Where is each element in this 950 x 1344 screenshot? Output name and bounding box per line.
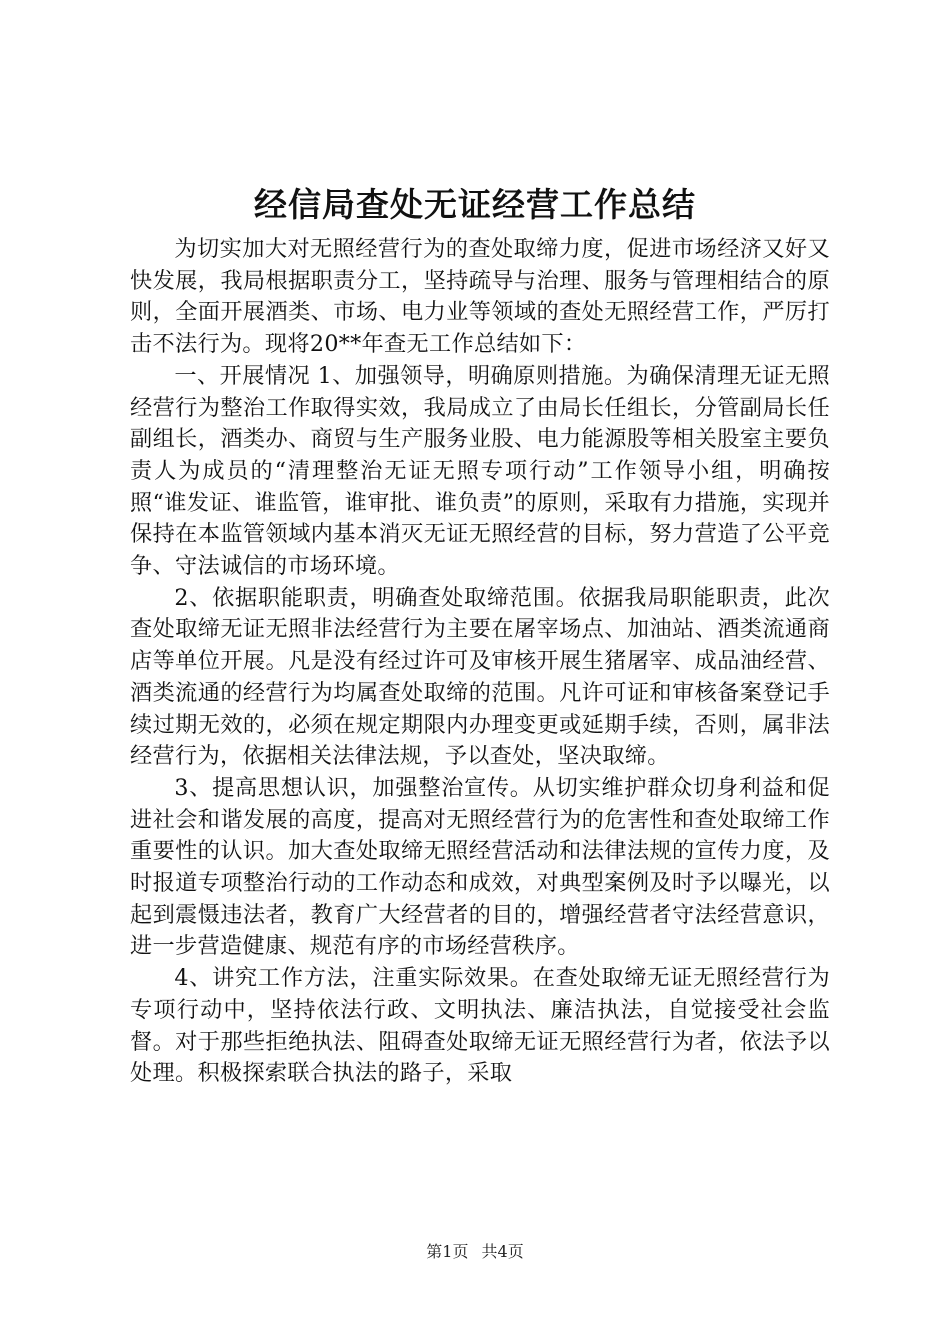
document-title: 经信局查处无证经营工作总结 [254,185,696,224]
paragraph-section-2: 2、依据职能职责，明确查处取缔范围。依据我局职能职责，此次查处取缔无证无照非法经营行为主要在屠宰场点、加油站、酒类流通商店等单位开展。凡是没有经过许可及审核开展生猪屠宰、成品油经营、酒类流通的经营行为均属查处取缔的范围。凡许可证和审核备案登记手续过期无效的，必须在规定期限内办理变更或延期手续，否则，属非法经营行为，依据相关法律法规，予以查处，坚决取缔。 [130,584,830,770]
paragraph-section-4: 4、讲究工作方法，注重实际效果。在查处取缔无证无照经营行为专项行动中，坚持依法行政、文明执法、廉洁执法，自觉接受社会监督。对于那些拒绝执法、阻碍查处取缔无证无照经营行为者，依法予以处理。积极探索联合执法的路子，采取 [130,965,830,1087]
page-number: 第1页 [426,1242,469,1261]
page-total: 共4页 [481,1242,524,1261]
paragraph-section-1: 一、开展情况 1、加强领导，明确原则措施。为确保清理无证无照经营行为整治工作取得实效，我局成立了由局长任组长，分管副局长任副组长，酒类办、商贸与生产服务业股、电力能源股等相关股室主要负责人为成员的“清理整治无证无照专项行动”工作领导小组，明确按照“谁发证、谁监管，谁审批、谁负责”的原则，采取有力措施，实现并保持在本监管领域内基本消灭无证无照经营的目标，努力营造了公平竞争、守法诚信的市场环境。 [130,362,830,580]
document-body [130,234,830,1090]
paragraph-intro: 为切实加大对无照经营行为的查处取缔力度，促进市场经济又好又快发展，我局根据职责分工，坚持疏导与治理、服务与管理相结合的原则，全面开展酒类、市场、电力业等领域的查处无照经营工作，严厉打击不法行为。现将20**年查无工作总结如下： [130,236,830,358]
paragraph-section-3: 3、提高思想认识，加强整治宣传。从切实维护群众切身利益和促进社会和谐发展的高度，提高对无照经营行为的危害性和查处取缔工作重要性的认识。加大查处取缔无照经营活动和法律法规的宣传力度，及时报道专项整治行动的工作动态和成效，对典型案例及时予以曝光，以起到震慑违法者，教育广大经营者的目的，增强经营者守法经营意识，进一步营造健康、规范有序的市场经营秩序。 [130,774,830,960]
page-footer [0,1242,950,1262]
